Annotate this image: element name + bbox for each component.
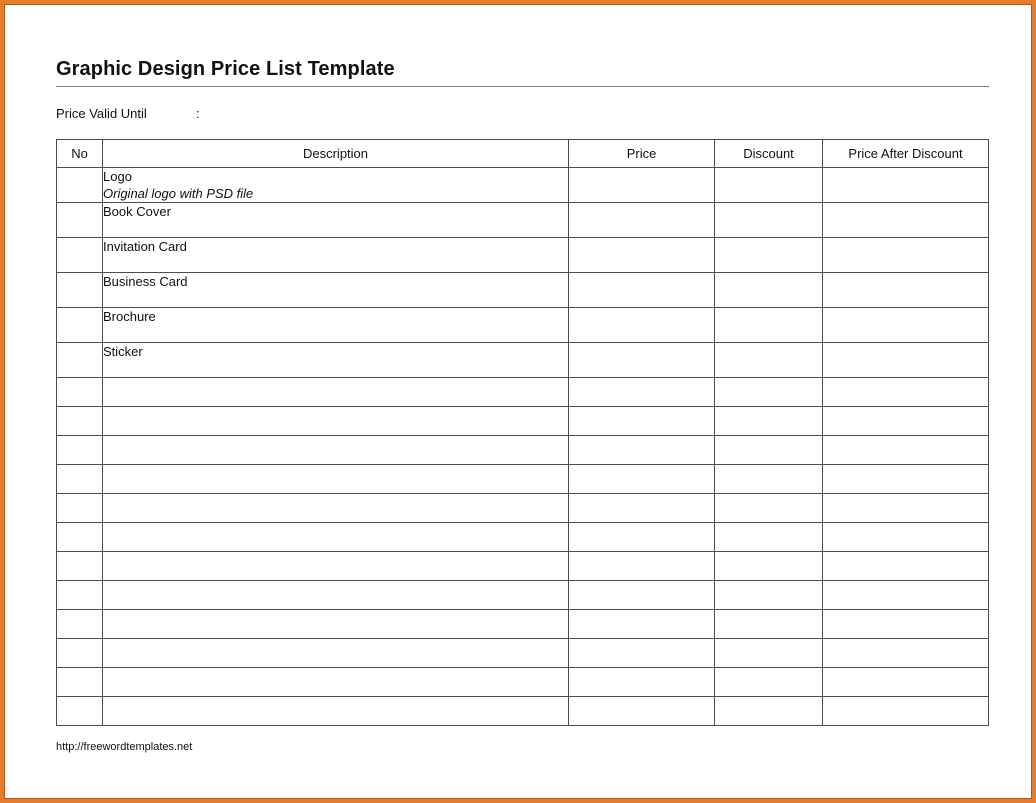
cell-no[interactable] [57,610,103,639]
item-name: Invitation Card [103,239,187,254]
cell-no[interactable] [57,523,103,552]
cell-no[interactable] [57,407,103,436]
cell-price-after-discount[interactable] [823,610,989,639]
table-header-row [57,140,989,168]
empty-table-row [57,610,989,639]
cell-price-after-discount[interactable] [823,697,989,726]
cell-price[interactable] [569,668,715,697]
cell-no[interactable] [57,668,103,697]
cell-no[interactable] [57,378,103,407]
cell-description[interactable] [103,203,569,238]
cell-no[interactable] [57,552,103,581]
cell-price-after-discount[interactable] [823,639,989,668]
cell-description[interactable] [103,238,569,273]
header-no: No [57,140,103,168]
cell-price-after-discount[interactable] [823,308,989,343]
cell-no[interactable] [57,465,103,494]
cell-description[interactable] [103,610,569,639]
cell-discount[interactable] [715,581,823,610]
cell-description[interactable] [103,668,569,697]
cell-description[interactable] [103,523,569,552]
cell-price[interactable] [569,697,715,726]
item-name: Book Cover [103,204,171,219]
cell-no[interactable] [57,238,103,273]
cell-no[interactable] [57,343,103,378]
table-body [57,168,989,726]
item-note: Original logo with PSD file [103,186,254,201]
cell-price[interactable] [569,436,715,465]
cell-description[interactable] [103,639,569,668]
cell-no[interactable] [57,494,103,523]
cell-discount[interactable] [715,610,823,639]
empty-table-row [57,523,989,552]
cell-no[interactable] [57,697,103,726]
header-price: Price [569,140,715,168]
table-row [57,168,989,203]
cell-description[interactable] [103,168,569,203]
empty-table-row [57,494,989,523]
cell-description[interactable] [103,581,569,610]
empty-table-row [57,465,989,494]
footer-url: http://freewordtemplates.net [56,741,193,753]
cell-discount[interactable] [715,494,823,523]
table-row [57,203,989,238]
cell-discount[interactable] [715,308,823,343]
table-row [57,343,989,378]
cell-price-after-discount[interactable] [823,273,989,308]
empty-table-row [57,552,989,581]
empty-table-row [57,407,989,436]
cell-price-after-discount[interactable] [823,494,989,523]
cell-price-after-discount[interactable] [823,203,989,238]
cell-description[interactable] [103,697,569,726]
cell-price[interactable] [569,343,715,378]
cell-price-after-discount[interactable] [823,668,989,697]
empty-table-row [57,639,989,668]
cell-discount[interactable] [715,273,823,308]
cell-price[interactable] [569,273,715,308]
cell-price[interactable] [569,523,715,552]
cell-price-after-discount[interactable] [823,168,989,203]
cell-discount[interactable] [715,407,823,436]
cell-no[interactable] [57,308,103,343]
price-list-table [56,139,989,726]
cell-price-after-discount[interactable] [823,523,989,552]
empty-table-row [57,581,989,610]
table-row [57,238,989,273]
cell-discount[interactable] [715,697,823,726]
cell-discount[interactable] [715,203,823,238]
cell-discount[interactable] [715,168,823,203]
cell-no[interactable] [57,168,103,203]
cell-price[interactable] [569,639,715,668]
page-title: Graphic Design Price List Template [56,58,395,80]
price-valid-until-colon: : [196,106,200,121]
cell-price-after-discount[interactable] [823,407,989,436]
empty-table-row [57,697,989,726]
cell-discount[interactable] [715,523,823,552]
header-price-after-discount: Price After Discount [823,140,989,168]
header-description: Description [103,140,569,168]
cell-price[interactable] [569,581,715,610]
cell-price[interactable] [569,494,715,523]
cell-description[interactable] [103,343,569,378]
cell-no[interactable] [57,273,103,308]
cell-description[interactable] [103,436,569,465]
cell-price[interactable] [569,308,715,343]
cell-price-after-discount[interactable] [823,552,989,581]
cell-discount[interactable] [715,552,823,581]
table-row [57,273,989,308]
cell-price[interactable] [569,203,715,238]
cell-price-after-discount[interactable] [823,238,989,273]
cell-description[interactable] [103,494,569,523]
item-name: Brochure [103,309,156,324]
empty-table-row [57,378,989,407]
cell-no[interactable] [57,639,103,668]
cell-description[interactable] [103,273,569,308]
cell-discount[interactable] [715,639,823,668]
cell-discount[interactable] [715,378,823,407]
cell-price[interactable] [569,465,715,494]
cell-description[interactable] [103,465,569,494]
cell-discount[interactable] [715,436,823,465]
empty-table-row [57,668,989,697]
item-name: Sticker [103,344,143,359]
cell-price-after-discount[interactable] [823,343,989,378]
cell-price-after-discount[interactable] [823,436,989,465]
header-discount: Discount [715,140,823,168]
cell-discount[interactable] [715,343,823,378]
cell-price-after-discount[interactable] [823,378,989,407]
cell-price[interactable] [569,407,715,436]
item-name: Business Card [103,274,188,289]
cell-price[interactable] [569,168,715,203]
empty-table-row [57,436,989,465]
cell-discount[interactable] [715,238,823,273]
item-name: Logo [103,169,132,184]
cell-no[interactable] [57,436,103,465]
cell-discount[interactable] [715,465,823,494]
cell-price[interactable] [569,238,715,273]
cell-price[interactable] [569,552,715,581]
cell-description[interactable] [103,308,569,343]
cell-no[interactable] [57,203,103,238]
title-divider [56,86,989,87]
cell-price[interactable] [569,378,715,407]
cell-price-after-discount[interactable] [823,465,989,494]
cell-description[interactable] [103,378,569,407]
table-row [57,308,989,343]
cell-price-after-discount[interactable] [823,581,989,610]
cell-description[interactable] [103,552,569,581]
cell-discount[interactable] [715,668,823,697]
price-valid-until-label: Price Valid Until [56,106,147,121]
cell-price[interactable] [569,610,715,639]
cell-no[interactable] [57,581,103,610]
cell-description[interactable] [103,407,569,436]
